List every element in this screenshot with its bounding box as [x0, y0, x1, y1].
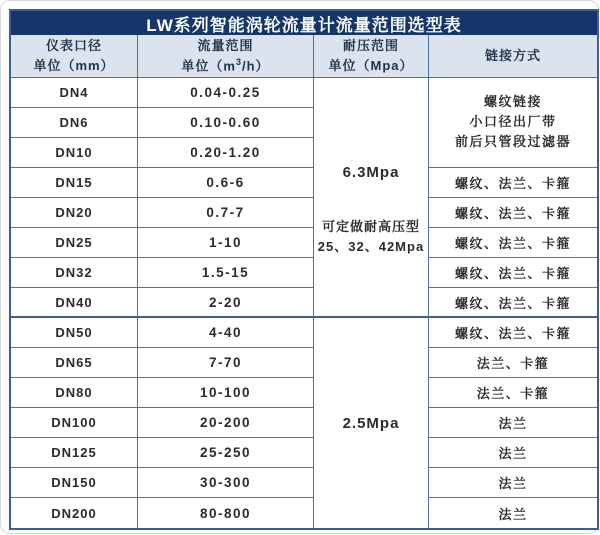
dn-cell: DN100 — [11, 408, 138, 438]
dn-cell: DN10 — [11, 138, 138, 168]
link-cell: 法兰 — [498, 506, 528, 522]
pressure-group1-note-line2: 25、32、42Mpa — [317, 239, 425, 255]
header-meter-diameter-line2: 单位（mm） — [33, 58, 115, 73]
selection-table — [9, 9, 599, 530]
flow-cell: 0.7-7 — [138, 198, 314, 228]
header-pressure-range — [314, 35, 429, 78]
flow-cell: 2-20 — [138, 288, 314, 318]
pressure-group2-value: 2.5Mpa — [342, 414, 400, 432]
flow-cell: 20-200 — [138, 408, 314, 438]
flow-unit-superscript: 3 — [235, 56, 242, 67]
flow-cell: 0.10-0.60 — [138, 108, 314, 138]
flow-cell: 1.5-15 — [138, 258, 314, 288]
dn-cell: DN150 — [11, 468, 138, 498]
flow-cell: 25-250 — [138, 438, 314, 468]
pressure-group2-cell — [314, 318, 429, 528]
link-merged-line2: 小口径出厂带 — [469, 114, 557, 130]
dn-cell: DN80 — [11, 378, 138, 408]
dn-cell: DN4 — [11, 78, 138, 108]
link-cell: 螺纹、法兰、卡箍 — [429, 168, 597, 198]
flow-cell: 7-70 — [138, 348, 314, 378]
link-merged-line1: 螺纹链接 — [483, 94, 542, 109]
table-title: LW系列智能涡轮流量计流量范围选型表 — [11, 11, 597, 35]
dn-cell: DN200 — [11, 498, 138, 528]
dn-cell: DN125 — [11, 438, 138, 468]
link-cell: 螺纹、法兰、卡箍 — [429, 318, 597, 348]
pressure-group1-note-line1: 可定做耐高压型 — [321, 219, 420, 234]
flow-cell: 0.20-1.20 — [138, 138, 314, 168]
flow-cell: 10-100 — [138, 378, 314, 408]
link-cell: 法兰 — [429, 468, 597, 498]
flow-cell: 1-10 — [138, 228, 314, 258]
dn-cell: DN50 — [11, 318, 138, 348]
dn-cell: DN32 — [11, 258, 138, 288]
header-flow-range-unit — [181, 56, 269, 76]
link-cell: 法兰 — [429, 438, 597, 468]
dn-cell: DN40 — [11, 288, 138, 318]
pressure-group1-value: 6.3Mpa — [342, 164, 400, 181]
link-cell: 螺纹、法兰、卡箍 — [429, 258, 597, 288]
header-connection-type: 链接方式 — [429, 35, 597, 78]
link-cell: 螺纹、法兰、卡箍 — [429, 198, 597, 228]
link-cell: 法兰、卡箍 — [429, 378, 597, 408]
header-flow-range — [138, 35, 314, 78]
header-flow-range-line1: 流量范围 — [197, 37, 254, 53]
header-meter-diameter-line1: 仪表口径 — [45, 37, 102, 53]
dn-cell: DN20 — [11, 198, 138, 228]
dn-cell: DN15 — [11, 168, 138, 198]
dn-cell: DN6 — [11, 108, 138, 138]
pressure-group1-note — [318, 217, 424, 257]
link-merged-line3: 前后只管段过滤器 — [454, 134, 571, 150]
flow-unit-suffix: /h） — [242, 58, 270, 74]
dn-cell: DN65 — [11, 348, 138, 378]
header-pressure-range-line2: 单位（Mpa） — [328, 58, 414, 73]
header-pressure-range-line1: 耐压范围 — [342, 37, 399, 53]
flow-cell: 0.04-0.25 — [138, 78, 314, 108]
link-cell: 法兰 — [429, 408, 597, 438]
flow-unit-prefix: 单位（m — [181, 58, 236, 74]
link-merged-cell — [429, 78, 597, 168]
flow-cell: 30-300 — [138, 468, 314, 498]
flow-cell: 4-40 — [138, 318, 314, 348]
link-cell: 螺纹、法兰、卡箍 — [429, 228, 597, 258]
link-cell: 法兰、卡箍 — [429, 348, 597, 378]
link-cell: 螺纹、法兰、卡箍 — [429, 288, 597, 318]
pressure-group1-cell — [314, 78, 429, 318]
flow-cell: 80-800 — [138, 498, 314, 528]
flow-cell: 0.6-6 — [138, 168, 314, 198]
header-meter-diameter — [11, 35, 138, 78]
dn-cell: DN25 — [11, 228, 138, 258]
